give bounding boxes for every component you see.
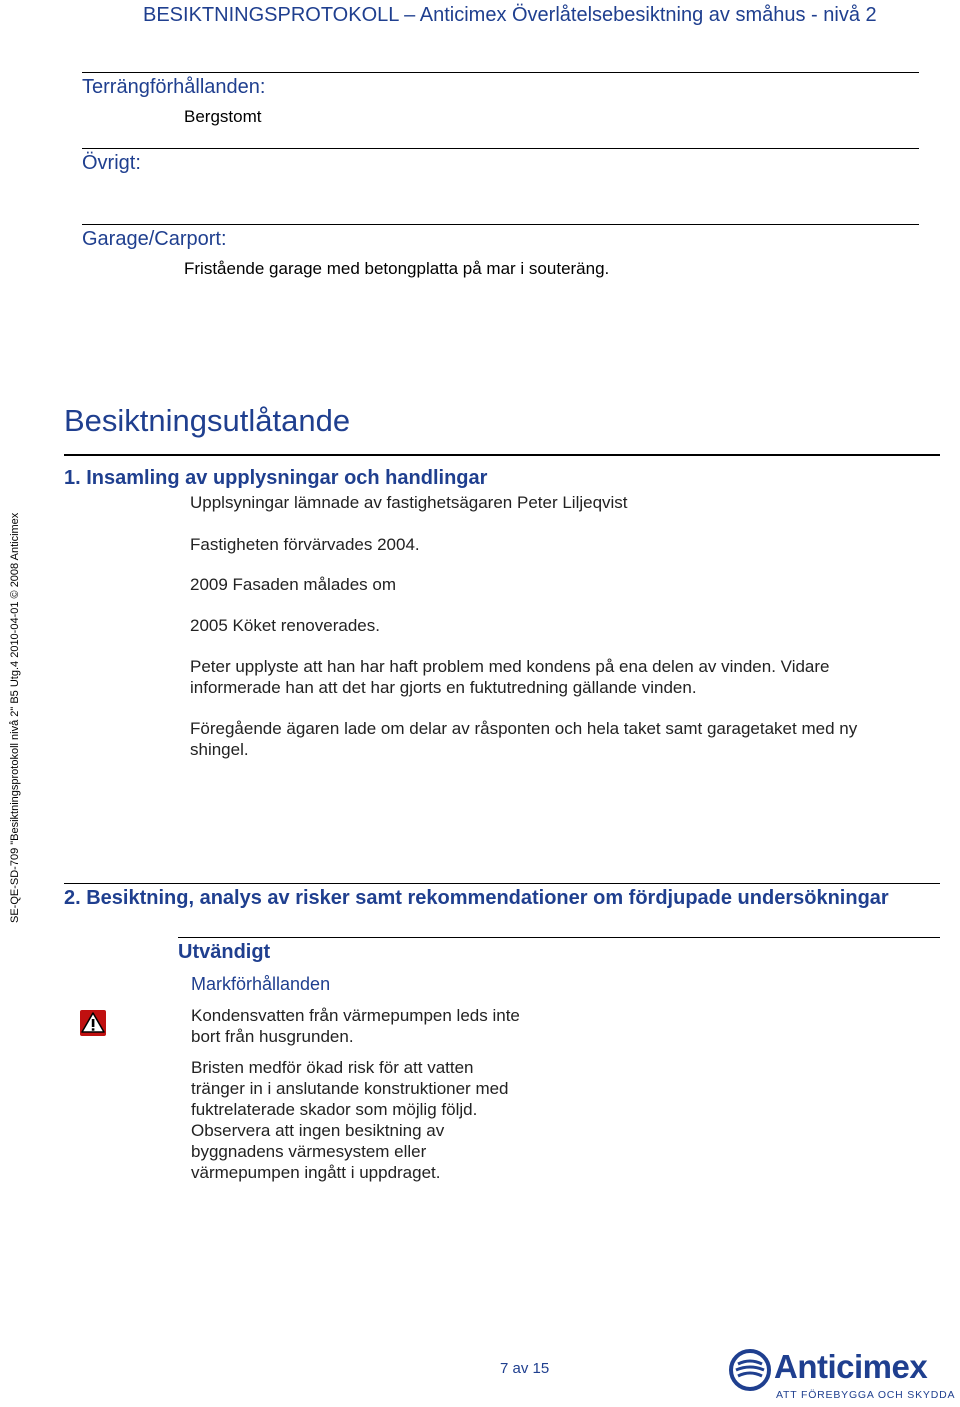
finding-text: Kondensvatten från värmepumpen leds inte bort från husgrunden. <box>191 1006 520 1046</box>
paragraph: Föregående ägaren lade om delar av råsponten och hela taket samt garagetaket med ny shingel. <box>190 719 858 759</box>
divider <box>178 937 940 938</box>
paragraph: Peter upplyste att han har haft problem med kondens på ena delen av vinden. Vidare informerade han att det har gjorts en fuktutredning gällande vinden. <box>190 657 830 697</box>
garage-value: Fristående garage med betongplatta på mar i souteräng. <box>184 259 610 278</box>
paragraph: 2005 Köket renoverades. <box>190 616 380 635</box>
divider <box>82 224 919 225</box>
logo-mark-icon <box>728 1348 772 1392</box>
section-title: Besiktningsutlåtande <box>64 403 351 438</box>
divider <box>64 883 940 884</box>
paragraph: Fastigheten förvärvades 2004. <box>190 535 420 554</box>
divider <box>82 148 919 149</box>
document-code: SE-QE-SD-709 "Besiktningsprotokoll nivå 2" B5 Utg.4 2010-04-01 © 2008 Anticimex <box>9 512 21 923</box>
category-heading: Markförhållanden <box>191 974 331 994</box>
paragraph: Upplsyningar lämnade av fastighetsägaren Peter Liljeqvist <box>190 493 628 512</box>
anticimex-logo <box>728 1348 956 1404</box>
section-1-heading: 1. Insamling av upplysningar och handlingar <box>64 467 488 489</box>
terrain-value: Bergstomt <box>184 107 262 126</box>
risk-text: Bristen medför ökad risk för att vatten tränger in i anslutande konstruktioner med fuktrelaterade skador som möjlig följd. Observera att ingen besiktning av byggnadens värmesystem eller värmepumpen ingått i uppdraget. <box>191 1058 509 1182</box>
logo-tagline: ATT FÖREBYGGA OCH SKYDDA <box>776 1389 956 1401</box>
divider <box>82 72 919 73</box>
page-number: 7 av 15 <box>500 1360 550 1377</box>
paragraph: 2009 Fasaden målades om <box>190 575 397 594</box>
header-title: BESIKTNINGSPROTOKOLL – Anticimex Överlåtelsebesiktning av småhus - nivå 2 <box>143 4 877 26</box>
garage-label: Garage/Carport: <box>82 228 227 250</box>
divider <box>64 454 940 456</box>
terrain-label: Terrängförhållanden: <box>82 76 266 98</box>
warning-icon <box>79 1009 107 1037</box>
other-label: Övrigt: <box>82 152 141 174</box>
section-2-heading: 2. Besiktning, analys av risker samt rekommendationer om fördjupade undersökningar <box>64 887 889 909</box>
subsection-heading: Utvändigt <box>178 941 271 963</box>
logo-name: Anticimex <box>774 1348 928 1385</box>
